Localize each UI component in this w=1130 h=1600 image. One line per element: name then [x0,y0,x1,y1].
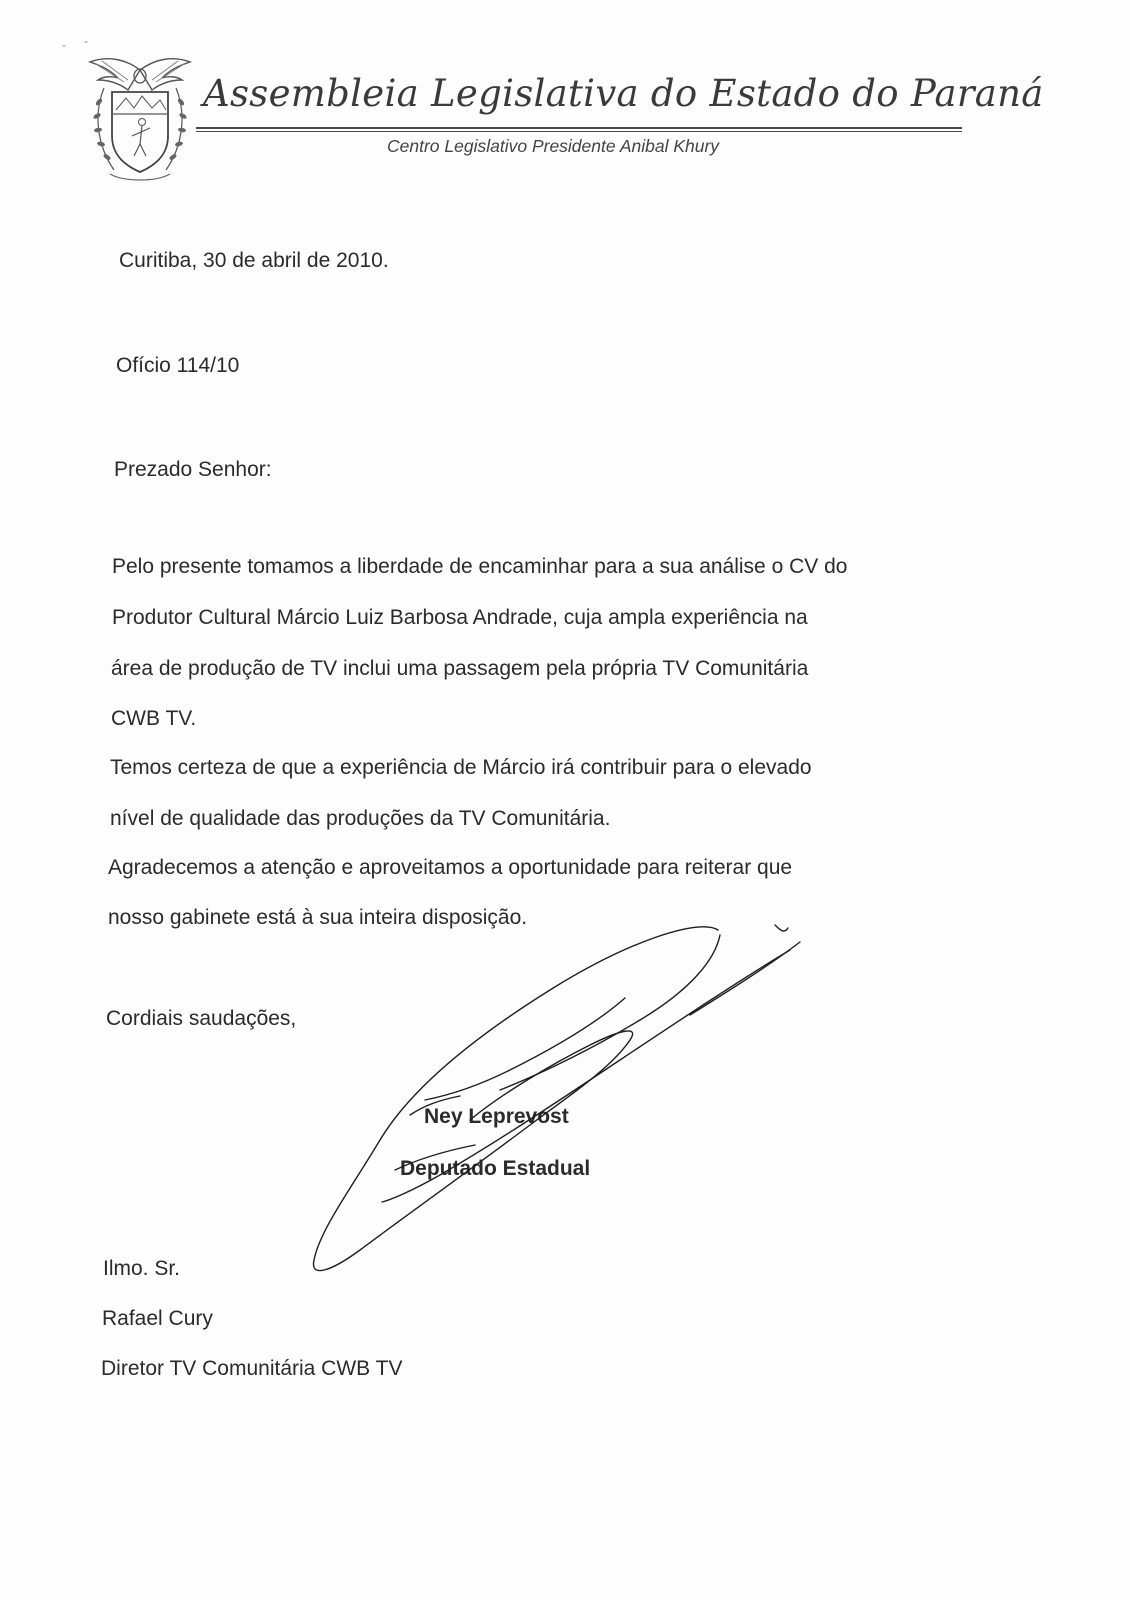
recipient-honorific: Ilmo. Sr. [103,1257,181,1280]
body-line: Produtor Cultural Márcio Luiz Barbosa Andrade, cuja ampla experiência na [112,606,808,629]
date-line: Curitiba, 30 de abril de 2010. [119,249,389,272]
organization-subtitle: Centro Legislativo Presidente Anibal Khury [387,136,720,156]
salutation: Prezado Senhor: [114,458,272,481]
body-line: área de produção de TV inclui uma passagem pela própria TV Comunitária [111,657,809,680]
scan-speck: - [62,38,66,52]
body-line: nível de qualidade das produções da TV Comunitária. [110,807,611,830]
scan-speck: - [84,34,88,48]
recipient-position: Diretor TV Comunitária CWB TV [101,1357,403,1380]
body-line: Pelo presente tomamos a liberdade de encaminhar para a sua análise o CV do [112,555,848,578]
body-line: CWB TV. [111,707,197,730]
state-coat-of-arms-icon [84,52,196,188]
body-line: nosso gabinete está à sua inteira disposição. [108,906,528,929]
reference-number: Ofício 114/10 [116,354,240,377]
letterhead-rule-thin [196,131,962,132]
signer-name: Ney Leprevost [424,1105,569,1128]
signer-title: Deputado Estadual [400,1157,591,1180]
recipient-name: Rafael Cury [102,1307,213,1330]
organization-title: Assembleia Legislativa do Estado do Paraná [203,72,1044,115]
letterhead-rule [196,127,962,129]
body-line: Agradecemos a atenção e aproveitamos a oportunidade para reiterar que [108,856,793,879]
closing: Cordiais saudações, [106,1007,297,1030]
body-line: Temos certeza de que a experiência de Márcio irá contribuir para o elevado [110,756,812,779]
